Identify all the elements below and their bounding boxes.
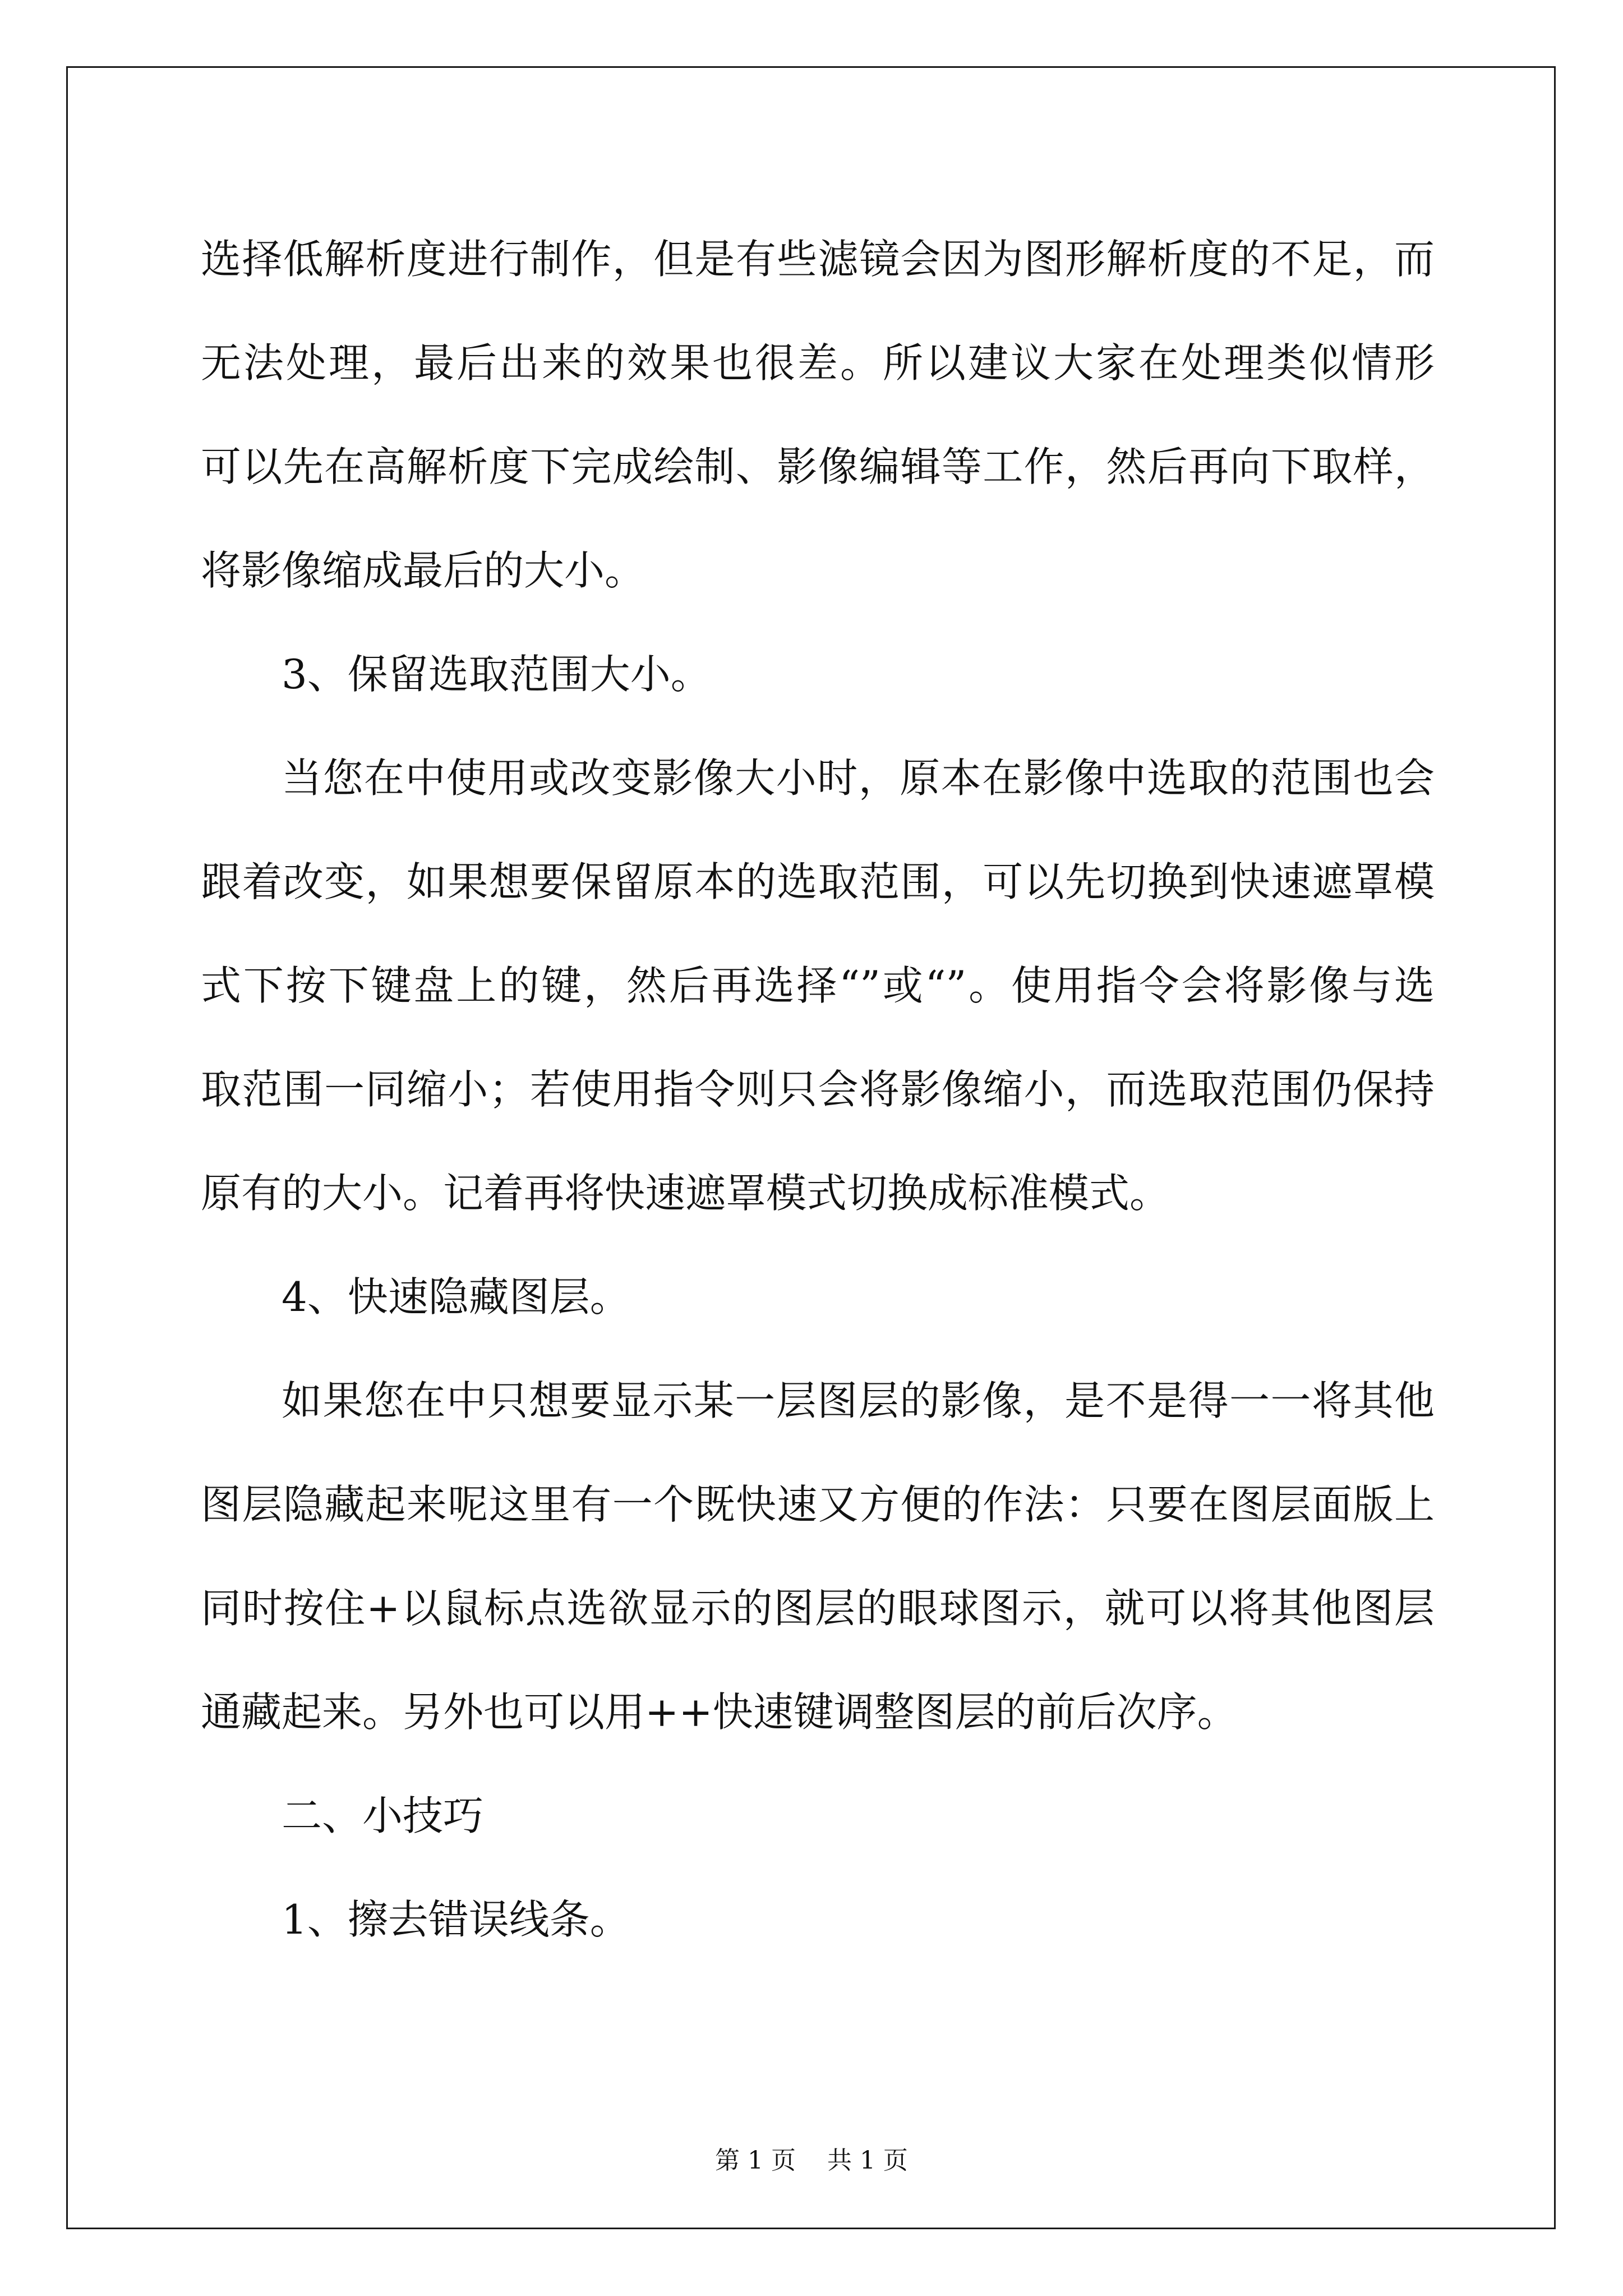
page-footer	[0, 2140, 1623, 2176]
document-body	[201, 208, 1435, 1972]
text-line: 同时按住+以鼠标点选欲显示的图层的眼球图示，就可以将其他图层	[201, 1585, 1435, 1632]
text-line: 跟着改变，如果想要保留原本的选取范围，可以先切换到快速遮罩模	[201, 858, 1435, 905]
text-line: 取范围一同缩小；若使用指令则只会将影像缩小，而选取范围仍保持	[201, 1066, 1435, 1113]
section-heading: 4、快速隐藏图层。	[282, 1273, 630, 1320]
text-line: 通藏起来。另外也可以用++快速键调整图层的前后次序。	[201, 1688, 1238, 1736]
text-line: 式下按下键盘上的键，然后再选择“”或“”。使用指令会将影像与选	[201, 962, 1435, 1009]
text-line: 原有的大小。记着再将快速遮罩模式切换成标准模式。	[201, 1170, 1170, 1217]
section-heading: 3、保留选取范围大小。	[282, 651, 711, 698]
text-line: 图层隐藏起来呢这里有一个既快速又方便的作法：只要在图层面版上	[201, 1481, 1435, 1528]
text-line: 将影像缩成最后的大小。	[201, 547, 645, 594]
text-line: 当您在中使用或改变影像大小时，原本在影像中选取的范围也会	[282, 754, 1435, 802]
text-line: 如果您在中只想要显示某一层图层的影像，是不是得一一将其他	[282, 1377, 1435, 1424]
section-heading: 1、擦去错误线条。	[282, 1896, 630, 1943]
page-number-label: 第 1 页 共 1 页	[715, 2146, 908, 2175]
text-line: 选择低解析度进行制作，但是有些滤镜会因为图形解析度的不足，而	[201, 236, 1435, 283]
text-line: 无法处理，最后出来的效果也很差。所以建议大家在处理类似情形	[201, 339, 1435, 386]
text-line: 可以先在高解析度下完成绘制、影像编辑等工作，然后再向下取样，	[201, 443, 1435, 490]
section-heading: 二、小技巧	[282, 1792, 484, 1839]
